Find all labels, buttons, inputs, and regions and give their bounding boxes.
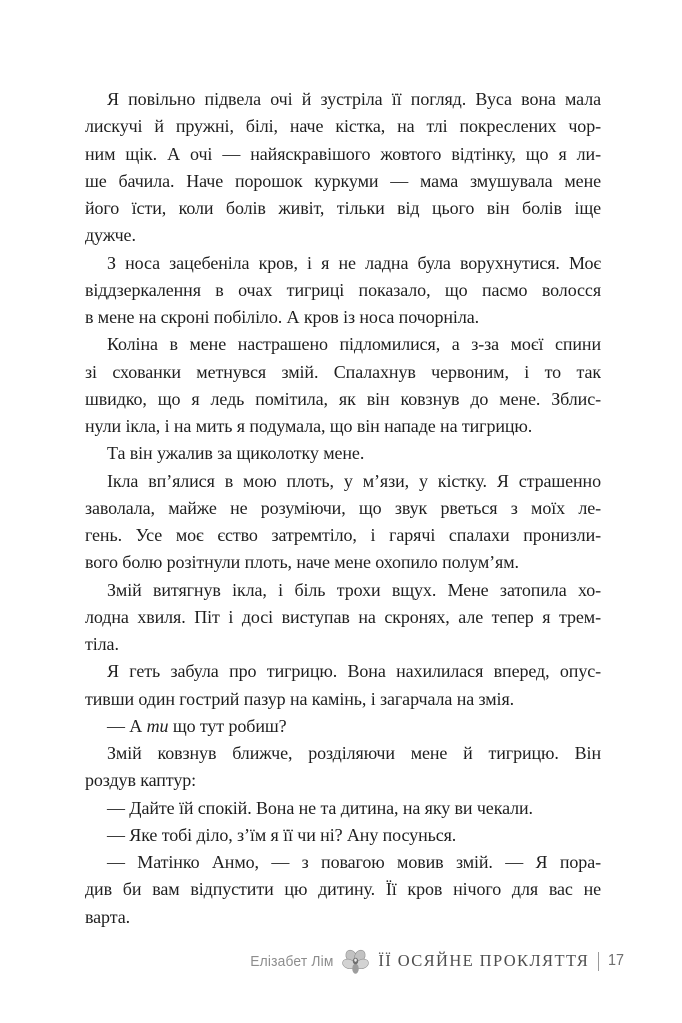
body-text-line: З носа зацебеніла кров, і я не ладна була ворухнутися. Моє [107, 252, 601, 273]
body-text-line: роздув каптур: [85, 770, 197, 791]
body-text-line: Змій витягнув ікла, і біль трохи вщух. Мене затопила хо- [107, 579, 601, 600]
body-text-line: варта. [85, 906, 130, 927]
paragraph [85, 86, 601, 250]
body-text-line: Я геть забула про тигрицю. Вона нахилилася вперед, опус- [107, 661, 601, 682]
body-text-line: ним щік. А очі — найяскравішого жовтого відтінку, що я ли- [85, 143, 601, 164]
body-text-line: — А ти що тут робиш? [107, 715, 287, 736]
paragraph [85, 331, 601, 440]
body-text-line: вого болю розітнули плоть, наче мене охопило полум’ям. [85, 552, 519, 573]
paragraph [85, 577, 601, 659]
body-text-line: Та він ужалив за щиколотку мене. [107, 443, 365, 464]
paragraph [85, 658, 601, 713]
body-text-line: гень. Усе моє єство затремтіло, і гарячі спалахи пронизли- [85, 525, 601, 545]
paragraph [85, 822, 601, 849]
body-text-line: лодна хвиля. Піт і досі виступав на скронях, але тепер я трем- [85, 606, 601, 627]
body-text-line: ше бачила. Наче порошок куркуми — мама змушувала мене [85, 170, 601, 191]
body-text-line: нули ікла, і на мить я подумала, що він нападе на тигрицю. [85, 416, 533, 436]
author-name: Елізабет Лім [250, 952, 334, 970]
body-text-line: Я повільно підвела очі й зустріла її погляд. Вуса вона мала [107, 89, 601, 109]
body-text-line: тивши один гострий пазур на камінь, і загарчала на змія. [85, 688, 515, 709]
body-text-line: дужче. [85, 225, 136, 246]
body-text [85, 86, 601, 931]
body-text-line: швидко, що я ледь помітила, як він ковзнув до мене. Зблис- [85, 388, 601, 409]
body-text-line: зі схованки метнувся змій. Спалахнув червоним, і то так [85, 361, 601, 382]
body-text-line: заволала, майже не розуміючи, що звук рветься з моїх ле- [85, 497, 601, 518]
paragraph [85, 740, 601, 795]
paragraph [85, 468, 601, 577]
running-footer [243, 946, 626, 976]
body-text-line: тіла. [85, 634, 119, 654]
paragraph [85, 440, 601, 467]
body-text-line: див би вам відпустити цю дитину. Її кров нічого для вас не [85, 879, 601, 900]
orchid-flower-icon [342, 948, 369, 975]
book-title: ЇЇ ОСЯЙНЕ ПРОКЛЯТТЯ [378, 951, 590, 970]
body-text-line: — Дайте їй спокій. Вона не та дитина, на яку ви чекали. [107, 797, 533, 818]
body-text-line: Змій ковзнув ближче, розділяючи мене й тигрицю. Він [107, 743, 601, 763]
body-text-line: — Яке тобі діло, з’їм я її чи ні? Ану посунься. [107, 824, 457, 845]
body-text-line: лискучі й пружні, білі, наче кістка, на тлі покреслених чор- [85, 116, 601, 137]
paragraph [85, 849, 601, 931]
paragraph [85, 250, 601, 332]
body-text-line: в мене на скроні побіліло. А кров із носа почорніла. [85, 307, 480, 327]
body-text-line: віддзеркалення в очах тигриці показало, що пасмо волосся [85, 279, 601, 300]
paragraph [85, 713, 601, 740]
paragraph [85, 795, 601, 822]
page-number: 17 [608, 952, 625, 969]
body-text-line: — Матінко Анмо, — з повагою мовив змій. — Я пора- [107, 852, 601, 872]
body-text-line: Коліна в мене настрашено підломилися, а з-за моєї спини [107, 334, 601, 355]
footer-divider [598, 952, 599, 971]
body-text-line: його їсти, коли болів живіт, тільки від цього він болів іще [85, 198, 601, 218]
body-text-line: Ікла вп’ялися в мою плоть, у м’язи, у кістку. Я страшенно [107, 470, 601, 491]
